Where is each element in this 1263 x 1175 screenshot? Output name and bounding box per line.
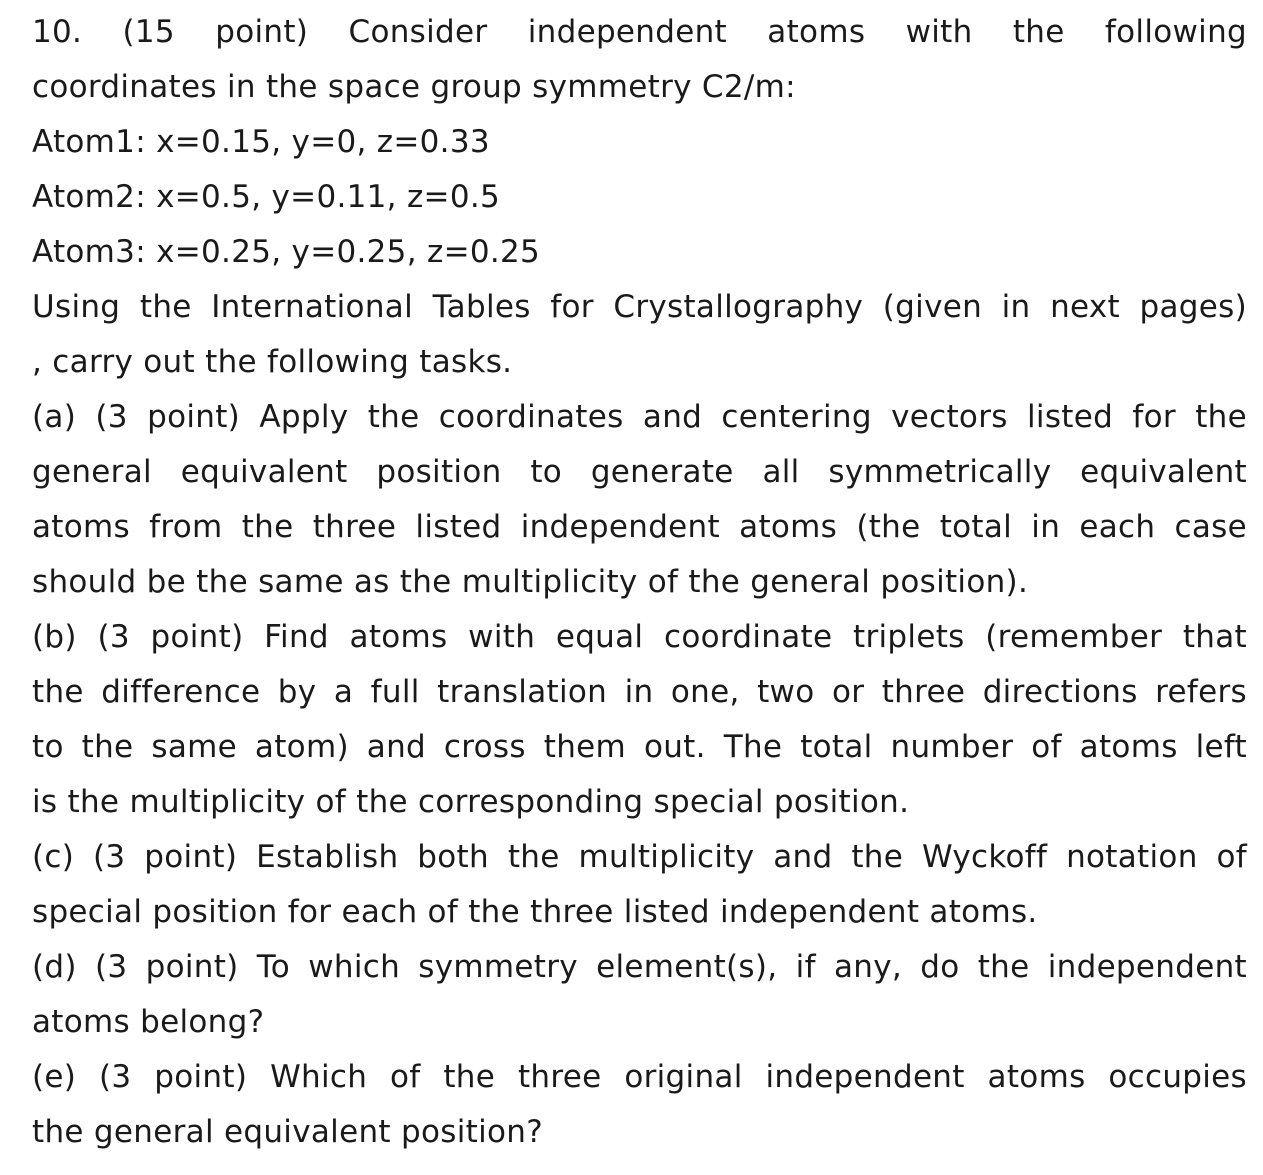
part-d-line: (d) (3 point) To which symmetry element(s), if any, do the independent xyxy=(32,949,1247,985)
part-e-line: (e) (3 point) Which of the three original independent atoms occupies xyxy=(32,1059,1247,1095)
problem-intro-line: coordinates in the space group symmetry C2/m: xyxy=(32,69,796,105)
part-a-line: should be the same as the multiplicity of the general position). xyxy=(32,564,1029,600)
part-b-line: to the same atom) and cross them out. The total number of atoms left xyxy=(32,729,1247,765)
atom2-coordinates: Atom2: x=0.5, y=0.11, z=0.5 xyxy=(32,179,501,215)
part-d-line: atoms belong? xyxy=(32,1004,265,1040)
part-b-line: (b) (3 point) Find atoms with equal coordinate triplets (remember that xyxy=(32,619,1247,655)
part-a-line: (a) (3 point) Apply the coordinates and centering vectors listed for the xyxy=(32,399,1247,435)
part-a-line: general equivalent position to generate all symmetrically equivalent xyxy=(32,454,1247,490)
part-c-line: (c) (3 point) Establish both the multiplicity and the Wyckoff notation of xyxy=(32,839,1247,875)
instructions-line: , carry out the following tasks. xyxy=(32,344,513,380)
part-c-line: special position for each of the three listed independent atoms. xyxy=(32,894,1038,930)
part-b-line: the difference by a full translation in one, two or three directions refers xyxy=(32,674,1247,710)
part-a-line: atoms from the three listed independent atoms (the total in each case xyxy=(32,509,1247,545)
problem-header-line: 10. (15 point) Consider independent atoms with the following xyxy=(32,14,1247,50)
atom3-coordinates: Atom3: x=0.25, y=0.25, z=0.25 xyxy=(32,234,541,270)
part-b-line: is the multiplicity of the corresponding special position. xyxy=(32,784,910,820)
atom1-coordinates: Atom1: x=0.15, y=0, z=0.33 xyxy=(32,124,490,160)
part-e-line: the general equivalent position? xyxy=(32,1114,543,1150)
instructions-line: Using the International Tables for Crystallography (given in next pages) xyxy=(32,289,1247,325)
